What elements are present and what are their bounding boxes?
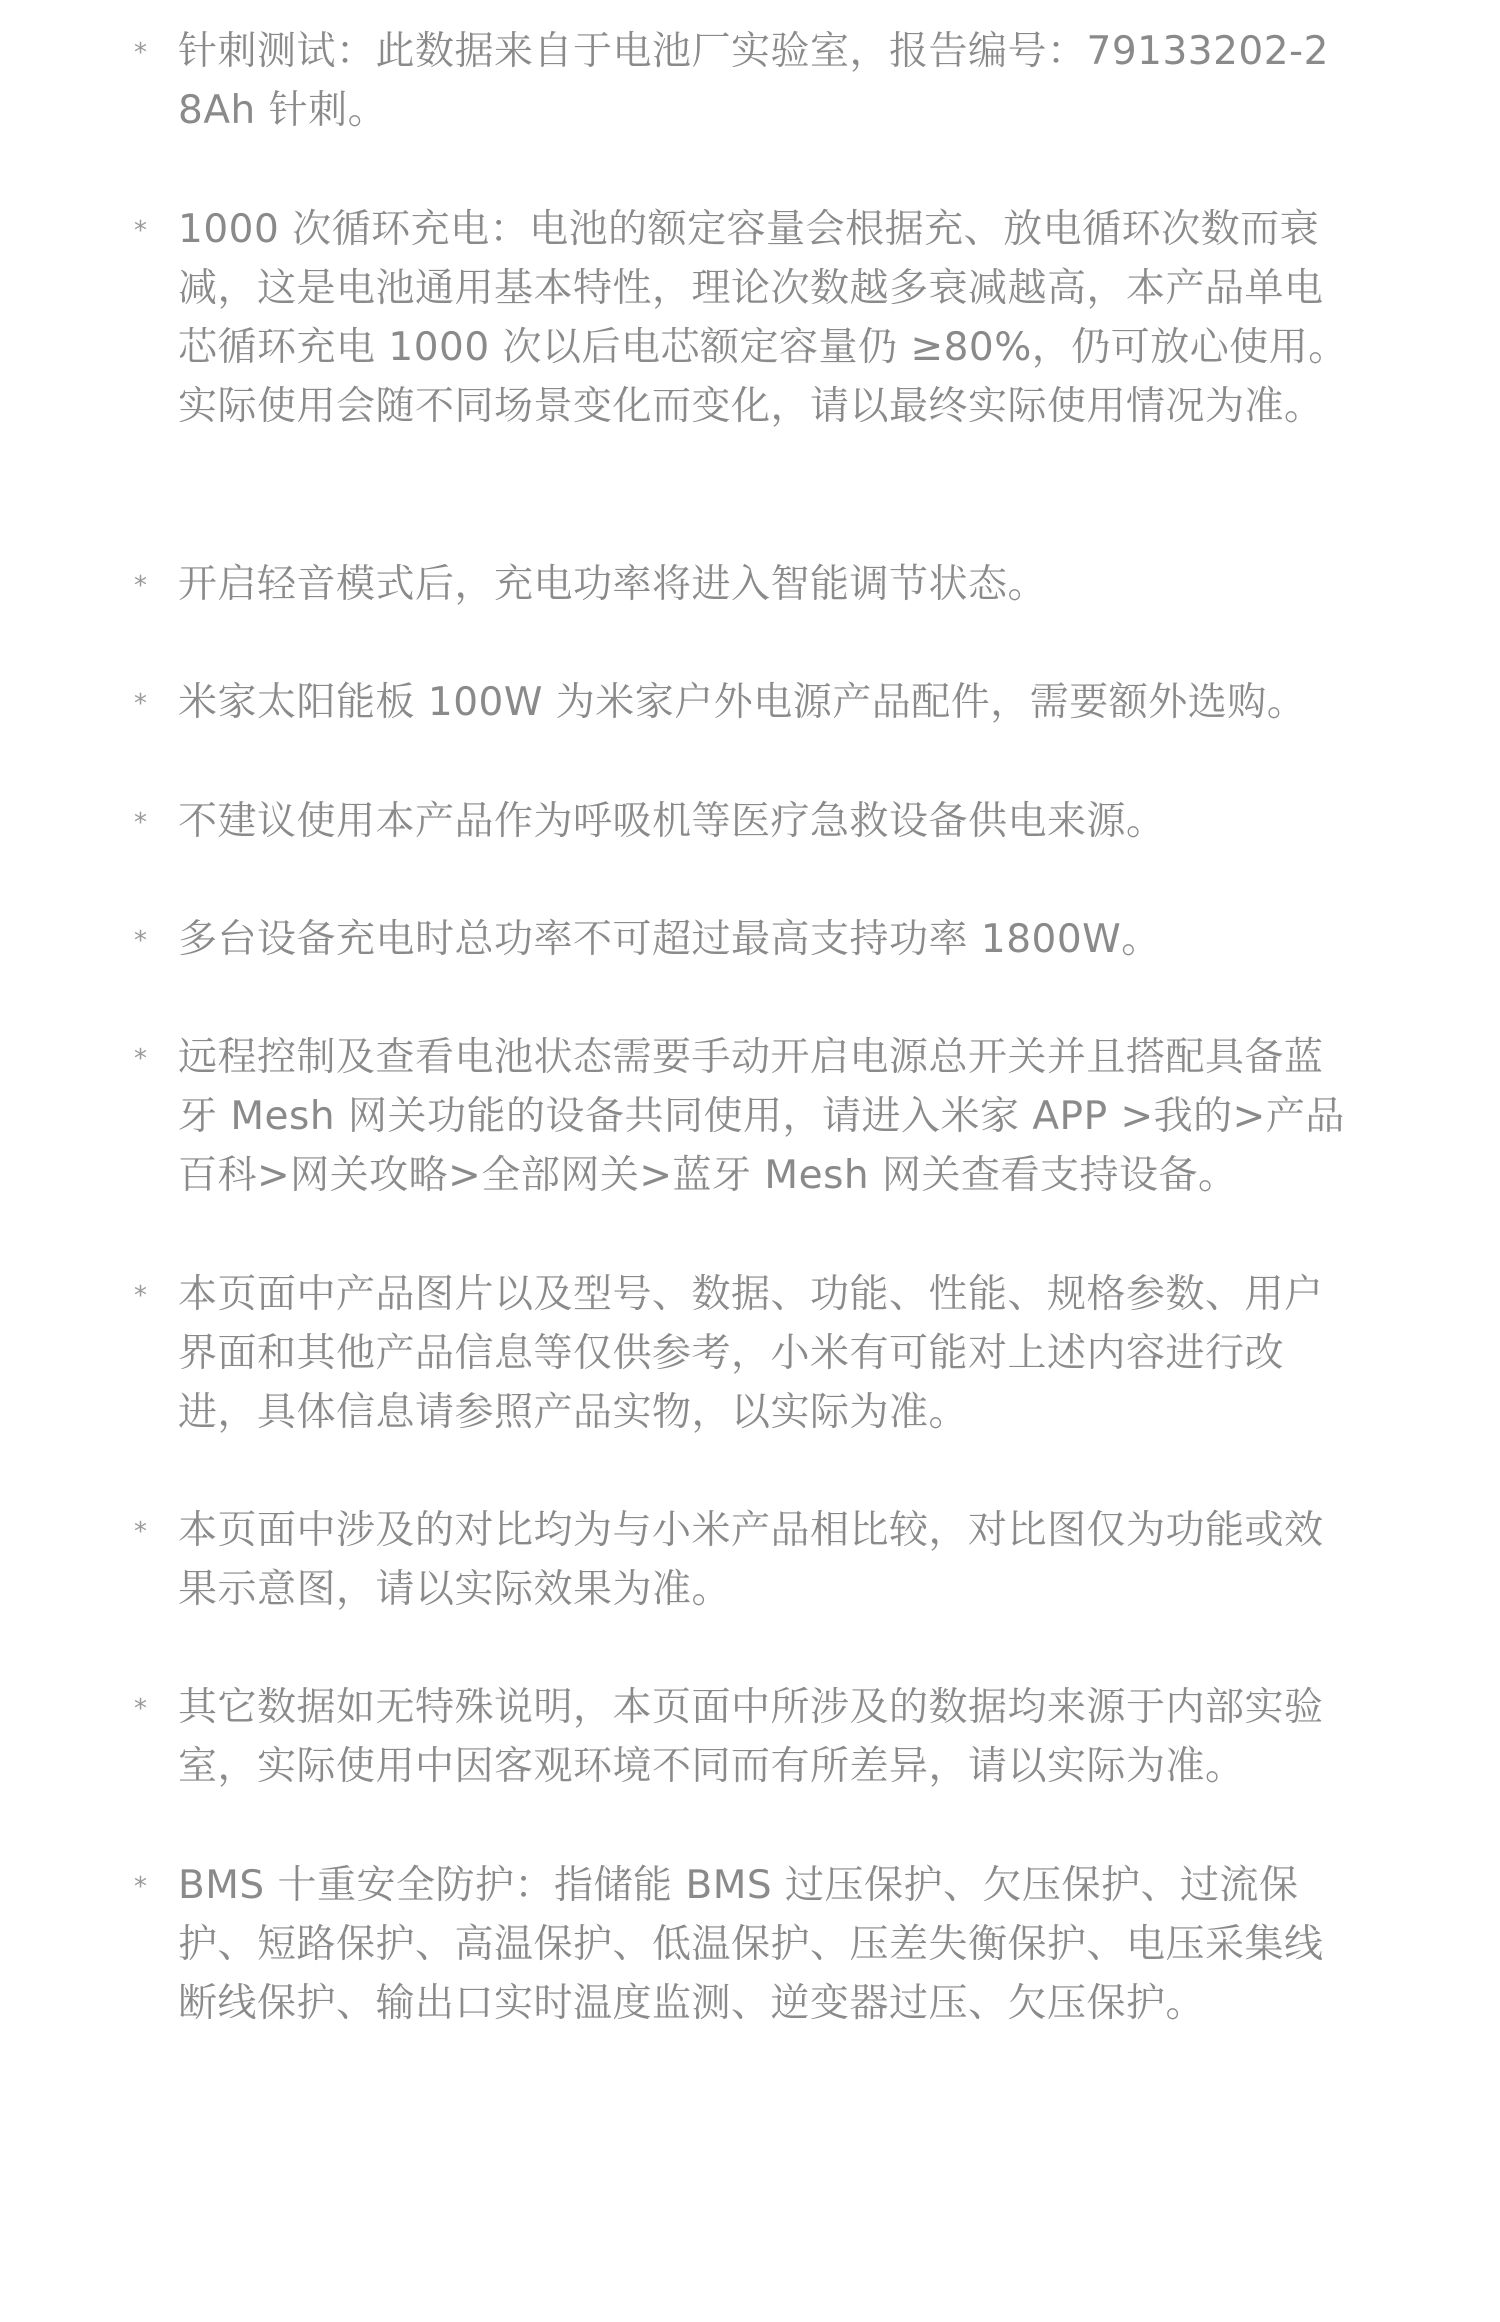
footnote-text: 针刺测试：此数据来自于电池厂实验室，报告编号：79133202-28Ah 针刺。	[178, 29, 1329, 133]
bullet-asterisk: *	[134, 689, 148, 719]
footnote-item	[130, 22, 1350, 140]
footnote-text: BMS 十重安全防护：指储能 BMS 过压保护、欠压保护、过流保护、短路保护、高温保护、低温保护、压差失衡保护、电压采集线断线保护、输出口实时温度监测、逆变器过压、欠压保护。	[178, 1863, 1324, 2026]
footnote-text: 开启轻音模式后，充电功率将进入智能调节状态。	[178, 562, 1048, 607]
bullet-asterisk: *	[134, 1694, 148, 1724]
footnote-text: 1000 次循环充电：电池的额定容量会根据充、放电循环次数而衰减，这是电池通用基本特性，理论次数越多衰减越高，本产品单电芯循环充电 1000 次以后电芯额定容量仍 ≥80%，仍可放心使用。实际使用会随不同场景变化而变化，请以最终实际使用情况为准。	[178, 207, 1348, 429]
bullet-asterisk: *	[134, 1872, 148, 1902]
bullet-asterisk: *	[134, 216, 148, 246]
footnote-item	[130, 792, 1350, 851]
bullet-asterisk: *	[134, 38, 148, 68]
footnote-item	[130, 673, 1350, 732]
footnote-item	[130, 1856, 1350, 2033]
footnote-text: 米家太阳能板 100W 为米家户外电源产品配件，需要额外选购。	[178, 680, 1307, 725]
footnote-text: 远程控制及查看电池状态需要手动开启电源总开关并且搭配具备蓝牙 Mesh 网关功能的设备共同使用，请进入米家 APP >我的>产品百科>网关攻略>全部网关>蓝牙 Mesh 网关查看支持设备。	[178, 1035, 1345, 1198]
bullet-asterisk: *	[134, 808, 148, 838]
footnote-text: 多台设备充电时总功率不可超过最高支持功率 1800W。	[178, 917, 1161, 962]
footnote-text: 本页面中产品图片以及型号、数据、功能、性能、规格参数、用户界面和其他产品信息等仅供参考，小米有可能对上述内容进行改进，具体信息请参照产品实物，以实际为准。	[178, 1272, 1324, 1435]
footnote-item	[130, 200, 1350, 436]
footnote-item	[130, 1678, 1350, 1796]
bullet-asterisk: *	[134, 571, 148, 601]
bullet-asterisk: *	[134, 926, 148, 956]
footnote-item	[130, 1265, 1350, 1442]
bullet-asterisk: *	[134, 1281, 148, 1311]
footnote-item	[130, 555, 1350, 614]
footnote-text: 其它数据如无特殊说明，本页面中所涉及的数据均来源于内部实验室，实际使用中因客观环境不同而有所差异，请以实际为准。	[178, 1685, 1324, 1789]
footnote-text: 本页面中涉及的对比均为与小米产品相比较，对比图仅为功能或效果示意图，请以实际效果为准。	[178, 1508, 1324, 1612]
footnote-item	[130, 910, 1350, 969]
bullet-asterisk: *	[134, 1517, 148, 1547]
footnote-item	[130, 1501, 1350, 1619]
footnote-item	[130, 1028, 1350, 1205]
bullet-asterisk: *	[134, 1044, 148, 1074]
footnote-text: 不建议使用本产品作为呼吸机等医疗急救设备供电来源。	[178, 799, 1166, 844]
